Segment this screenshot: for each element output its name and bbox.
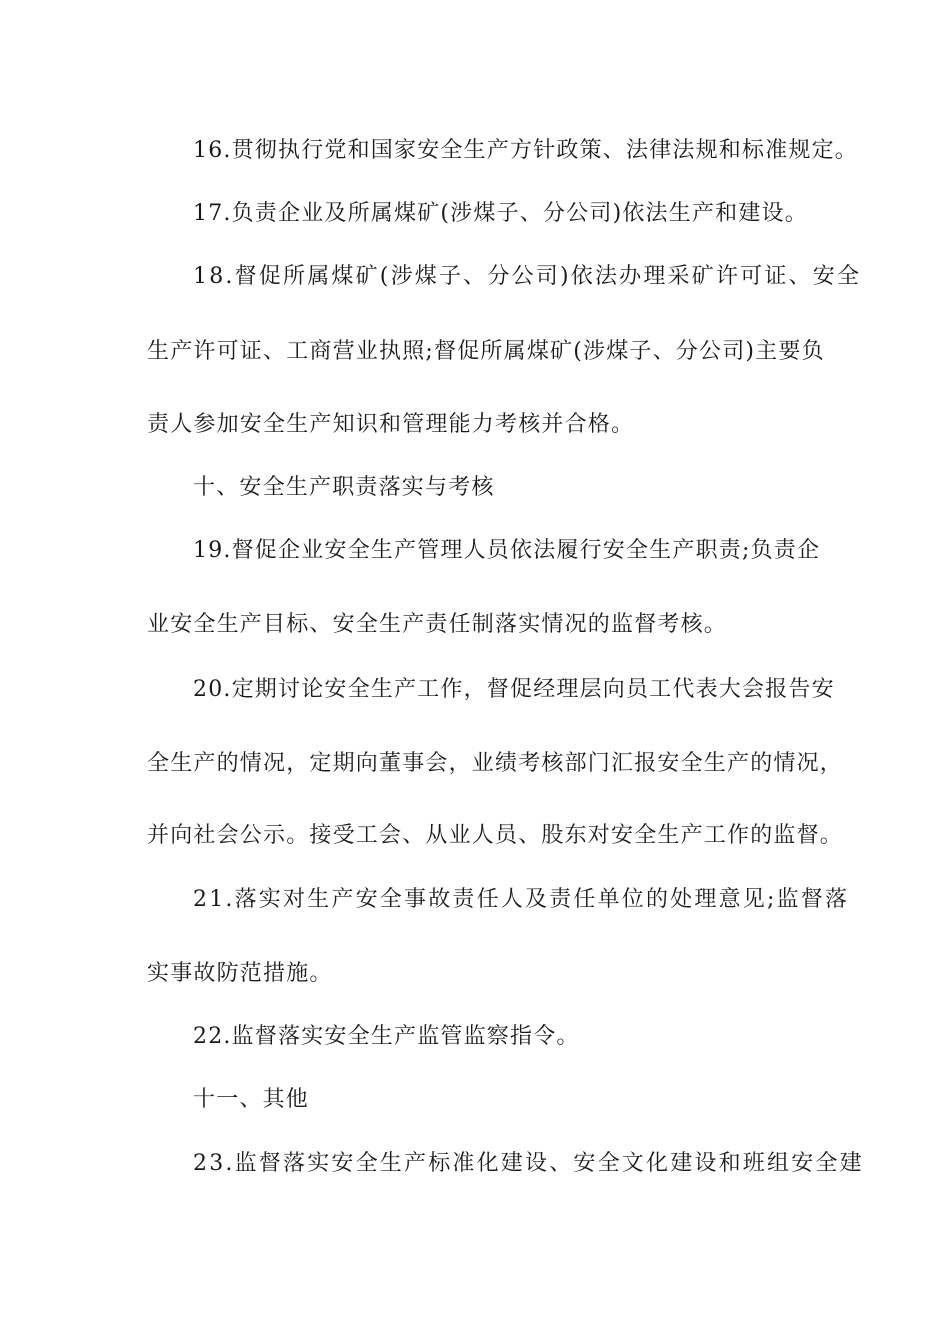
paragraph-20-line-3: 并向社会公示。接受工会、从业人员、股东对安全生产工作的监督。 <box>147 823 844 848</box>
paragraph-19-line-2: 业安全生产目标、安全生产责任制落实情况的监督考核。 <box>147 612 728 637</box>
section-heading-10: 十、安全生产职责落实与考核 <box>193 475 495 500</box>
paragraph-20-line-2: 全生产的情况，定期向董事会，业绩考核部门汇报安全生产的情况， <box>147 751 844 776</box>
paragraph-18-line-3: 责人参加安全生产知识和管理能力考核并合格。 <box>147 412 635 437</box>
paragraph-18-line-2: 生产许可证、工商营业执照;督促所属煤矿(涉煤子、分公司)主要负 <box>147 339 825 364</box>
paragraph-18-line-1: 18.督促所属煤矿(涉煤子、分公司)依法办理采矿许可证、安全 <box>193 264 862 289</box>
paragraph-22-line-1: 22.监督落实安全生产监管监察指令。 <box>193 1024 580 1049</box>
paragraph-21-line-1: 21.落实对生产安全事故责任人及责任单位的处理意见;监督落 <box>193 887 850 912</box>
paragraph-16-line-1: 16.贯彻执行党和国家安全生产方针政策、法律法规和标准规定。 <box>193 138 858 163</box>
paragraph-21-line-2: 实事故防范措施。 <box>147 961 333 986</box>
paragraph-20-line-1: 20.定期讨论安全生产工作，督促经理层向员工代表大会报告安 <box>193 677 835 702</box>
paragraph-23-line-1: 23.监督落实安全生产标准化建设、安全文化建设和班组安全建 <box>193 1151 864 1176</box>
section-heading-11: 十一、其他 <box>193 1087 310 1112</box>
paragraph-19-line-1: 19.督促企业安全生产管理人员依法履行安全生产职责;负责企 <box>193 538 821 563</box>
paragraph-17-line-1: 17.负责企业及所属煤矿(涉煤子、分公司)依法生产和建设。 <box>193 201 808 226</box>
